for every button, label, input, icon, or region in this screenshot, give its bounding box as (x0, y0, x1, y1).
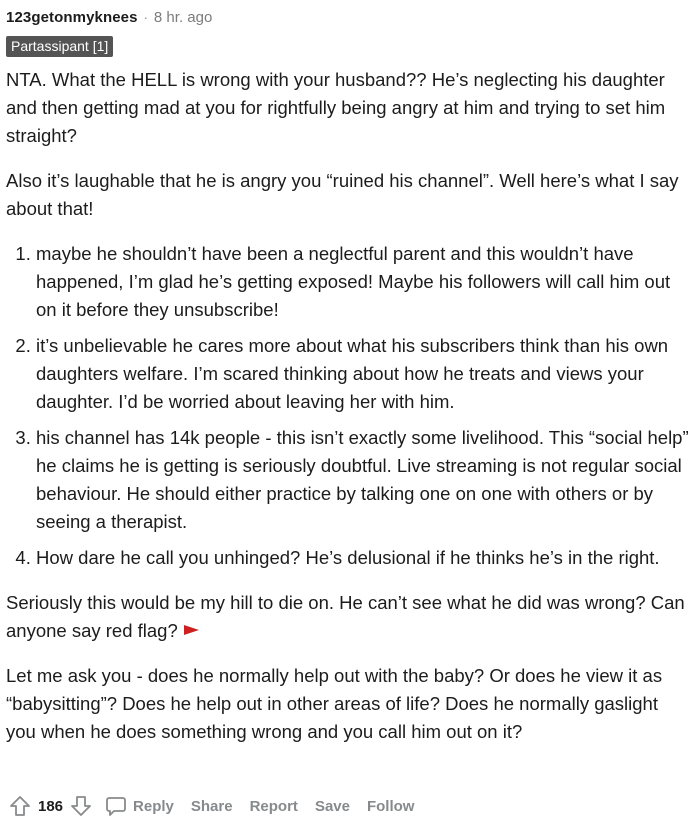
list-item: 3. his channel has 14k people - this isn’t exactly some livelihood. This “social help” he claims he is getting is seriously doubtful. Live streaming is not regular social behaviour. He should either practice by talking one on one with others or by seeing a therapist. (36, 424, 690, 536)
comment-body (6, 66, 690, 763)
upvote-button[interactable] (6, 792, 34, 820)
downvote-arrow-icon (70, 795, 92, 817)
paragraph-3 (6, 589, 690, 645)
username-link[interactable]: 123getonmyknees (6, 8, 138, 26)
reply-label: Reply (133, 797, 174, 815)
red-flag-icon (184, 625, 199, 635)
report-button[interactable]: Report (249, 797, 298, 815)
paragraph-3-text: Seriously this would be my hill to die on. He can’t see what he did was wrong? Can anyone say red flag? (6, 592, 685, 641)
comment-bubble-icon (105, 795, 127, 817)
downvote-button[interactable] (67, 792, 95, 820)
list-item: 1. maybe he shouldn’t have been a neglectful parent and this wouldn’t have happened, I’m glad he’s getting exposed! Maybe his followers will call him out on it before they unsubscribe! (36, 240, 690, 324)
meta-separator: · (143, 9, 148, 25)
reply-button[interactable] (105, 795, 174, 817)
share-button[interactable]: Share (190, 797, 233, 815)
list-item: 2. it’s unbelievable he cares more about what his subscribers think than his own daughters welfare. I’m scared thinking about how he treats and views your daughter. I’d be worried about leaving her with him. (36, 332, 690, 416)
timestamp[interactable]: 8 hr. ago (153, 8, 213, 26)
upvote-arrow-icon (9, 795, 31, 817)
follow-button[interactable]: Follow (366, 797, 415, 815)
paragraph-1: NTA. What the HELL is wrong with your husband?? He’s neglecting his daughter and then getting mad at you for rightfully being angry at him and trying to set him straight? (6, 69, 666, 146)
paragraph-4: Let me ask you - does he normally help out with the baby? Or does he view it as “babysitting”? Does he help out in other areas of life? Does he normally gaslight you when he does something wrong and you call him out on it? (6, 665, 663, 742)
user-flair: Partassipant [1] (6, 36, 113, 57)
vote-score: 186 (38, 797, 64, 815)
numbered-list (6, 240, 690, 572)
list-item: 4. How dare he call you unhinged? He’s delusional if he thinks he’s in the right. (36, 544, 690, 572)
save-button[interactable]: Save (314, 797, 350, 815)
comment-actions (6, 790, 414, 822)
paragraph-2: Also it’s laughable that he is angry you “ruined his channel”. Well here’s what I say about that! (6, 170, 679, 219)
comment-meta (6, 6, 212, 28)
